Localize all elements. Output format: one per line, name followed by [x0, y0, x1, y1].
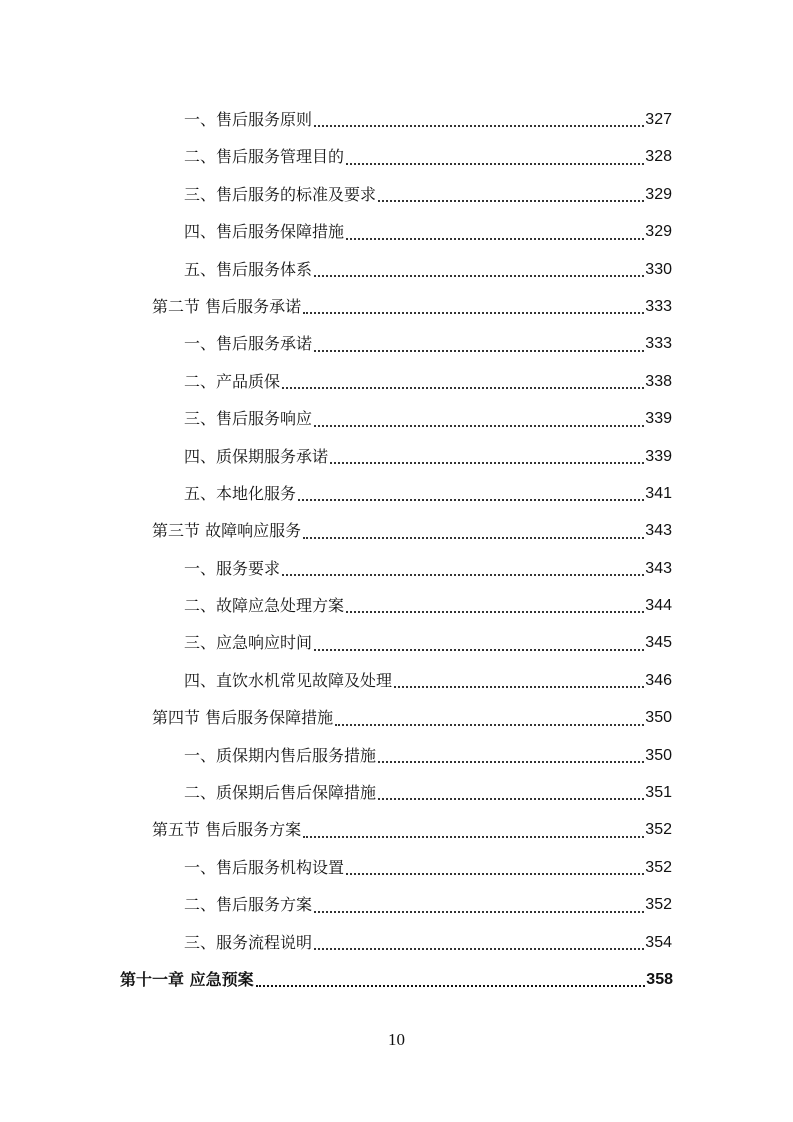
toc-entry-page: 358 [646, 970, 673, 988]
toc-entry-page: 351 [645, 784, 672, 802]
toc-entry-page: 346 [645, 671, 672, 689]
toc-entry-page: 333 [645, 335, 672, 353]
toc-entry-title: 二、产品质保 [184, 371, 281, 391]
dot-leader [378, 774, 644, 811]
toc-entry-page: 341 [645, 484, 672, 502]
toc-entry-title: 三、应急响应时间 [184, 633, 313, 653]
toc-entry-page: 339 [645, 410, 672, 428]
dot-leader [378, 176, 644, 213]
dot-leader [282, 363, 644, 400]
dot-leader [346, 213, 644, 250]
toc-entry-page: 339 [645, 447, 672, 465]
table-of-contents [0, 101, 793, 998]
toc-entry-page: 343 [645, 522, 672, 540]
toc-entry-title: 一、质保期内售后服务措施 [184, 745, 377, 765]
toc-entry-title: 第四节 售后服务保障措施 [152, 708, 334, 728]
dot-leader [303, 288, 644, 325]
toc-entry[interactable] [184, 924, 672, 961]
toc-entry-page: 329 [645, 223, 672, 241]
dot-leader [256, 961, 646, 998]
toc-entry-page: 329 [645, 185, 672, 203]
toc-entry-title: 第十一章 应急预案 [120, 969, 254, 989]
dot-leader [282, 550, 644, 587]
toc-entry-page: 350 [645, 746, 672, 764]
dot-leader [298, 475, 644, 512]
toc-entry-page: 328 [645, 148, 672, 166]
toc-entry[interactable] [184, 101, 672, 138]
toc-entry-page: 338 [645, 372, 672, 390]
dot-leader [314, 886, 644, 923]
toc-entry[interactable] [184, 400, 672, 437]
toc-entry[interactable] [184, 624, 672, 661]
dot-leader [314, 624, 644, 661]
toc-entry-page: 330 [645, 260, 672, 278]
toc-entry-title: 三、售后服务的标准及要求 [184, 184, 377, 204]
dot-leader [330, 438, 644, 475]
toc-entry[interactable] [184, 213, 672, 250]
dot-leader [303, 512, 644, 549]
toc-entry-title: 一、售后服务原则 [184, 110, 313, 129]
dot-leader [394, 662, 644, 699]
page-number: 10 [388, 1030, 405, 1049]
toc-entry-title: 三、服务流程说明 [184, 932, 313, 952]
toc-entry-title: 一、售后服务机构设置 [184, 857, 345, 877]
toc-entry[interactable] [184, 737, 672, 774]
toc-entry-title: 一、服务要求 [184, 558, 281, 578]
toc-section-entry[interactable] [152, 811, 672, 848]
toc-entry-page: 344 [645, 597, 672, 615]
dot-leader [378, 737, 644, 774]
toc-section-entry[interactable] [152, 288, 672, 325]
toc-section-entry[interactable] [152, 512, 672, 549]
toc-entry-title: 四、售后服务保障措施 [184, 222, 345, 242]
toc-entry-title: 四、直饮水机常见故障及处理 [184, 670, 393, 690]
dot-leader [346, 138, 644, 175]
toc-entry-title: 五、本地化服务 [184, 483, 297, 503]
dot-leader [346, 849, 644, 886]
toc-entry[interactable] [184, 176, 672, 213]
dot-leader [314, 251, 644, 288]
toc-entry[interactable] [184, 849, 672, 886]
toc-entry[interactable] [184, 325, 672, 362]
toc-entry-page: 352 [645, 821, 672, 839]
toc-entry[interactable] [184, 251, 672, 288]
toc-entry-title: 第五节 售后服务方案 [152, 820, 302, 840]
toc-entry-page: 350 [645, 709, 672, 727]
toc-entry-title: 二、售后服务方案 [184, 895, 313, 915]
toc-entry[interactable] [184, 138, 672, 175]
toc-entry[interactable] [184, 587, 672, 624]
toc-entry-page: 343 [645, 559, 672, 577]
toc-entry-page: 333 [645, 297, 672, 315]
dot-leader [314, 924, 644, 961]
dot-leader [346, 587, 644, 624]
toc-entry-title: 第三节 故障响应服务 [152, 521, 302, 541]
toc-entry-page: 354 [645, 933, 672, 951]
toc-entry-title: 三、售后服务响应 [184, 409, 313, 429]
toc-entry[interactable] [184, 662, 672, 699]
toc-section-entry[interactable] [152, 699, 672, 736]
toc-entry-page: 345 [645, 634, 672, 652]
toc-entry-title: 二、售后服务管理目的 [184, 147, 345, 167]
toc-entry-page: 352 [645, 896, 672, 914]
toc-entry-title: 第二节 售后服务承诺 [152, 296, 302, 316]
toc-chapter-entry[interactable] [120, 961, 673, 998]
dot-leader [314, 101, 644, 138]
dot-leader [314, 400, 644, 437]
toc-entry[interactable] [184, 774, 672, 811]
toc-entry-page: 352 [645, 858, 672, 876]
toc-entry[interactable] [184, 363, 672, 400]
toc-entry-title: 四、质保期服务承诺 [184, 446, 329, 466]
dot-leader [314, 325, 644, 362]
toc-entry[interactable] [184, 438, 672, 475]
toc-entry-page: 327 [645, 111, 672, 128]
dot-leader [303, 811, 644, 848]
toc-entry-title: 五、售后服务体系 [184, 259, 313, 279]
toc-entry[interactable] [184, 475, 672, 512]
toc-entry-title: 二、故障应急处理方案 [184, 596, 345, 616]
toc-entry[interactable] [184, 550, 672, 587]
toc-entry-title: 一、售后服务承诺 [184, 334, 313, 354]
toc-entry-title: 二、质保期后售后保障措施 [184, 783, 377, 803]
toc-entry[interactable] [184, 886, 672, 923]
dot-leader [335, 699, 644, 736]
